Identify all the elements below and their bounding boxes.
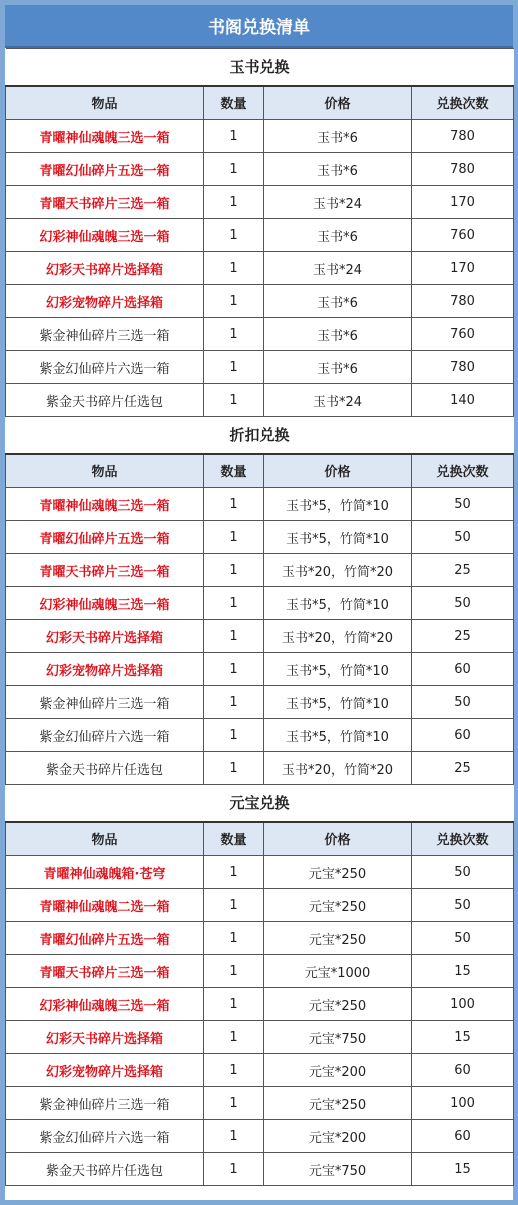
quantity-cell: 1 (204, 587, 264, 620)
item-name-cell: 青曜幻仙碎片五选一箱 (6, 922, 204, 955)
exchange-times-cell: 50 (412, 922, 514, 955)
exchange-times-cell: 15 (412, 955, 514, 988)
exchange-times-cell: 50 (412, 488, 514, 521)
price-cell: 玉书*20，竹简*20 (264, 752, 412, 785)
exchange-times-cell: 50 (412, 686, 514, 719)
section-title: 折扣兑换 (6, 417, 514, 454)
exchange-times-cell: 60 (412, 653, 514, 686)
table-row (6, 620, 514, 653)
exchange-times-cell: 780 (412, 120, 514, 153)
item-name-cell: 幻彩天书碎片选择箱 (6, 1021, 204, 1054)
table-row (6, 384, 514, 417)
item-name-cell: 幻彩天书碎片选择箱 (6, 252, 204, 285)
exchange-times-cell: 50 (412, 521, 514, 554)
item-name-cell: 紫金天书碎片任选包 (6, 1153, 204, 1186)
exchange-times-cell: 170 (412, 252, 514, 285)
table-row (6, 889, 514, 922)
table-row (6, 922, 514, 955)
item-name-cell: 紫金天书碎片任选包 (6, 752, 204, 785)
table-row (6, 1054, 514, 1087)
table-row (6, 955, 514, 988)
quantity-cell: 1 (204, 856, 264, 889)
table-row (6, 1153, 514, 1186)
quantity-cell: 1 (204, 955, 264, 988)
table-row (6, 1021, 514, 1054)
exchange-times-cell: 25 (412, 752, 514, 785)
exchange-times-cell: 780 (412, 153, 514, 186)
price-cell: 玉书*5，竹简*10 (264, 653, 412, 686)
price-cell: 玉书*6 (264, 351, 412, 384)
column-header-item: 物品 (6, 86, 204, 120)
price-cell: 玉书*20，竹简*20 (264, 620, 412, 653)
quantity-cell: 1 (204, 719, 264, 752)
quantity-cell: 1 (204, 1054, 264, 1087)
price-cell: 元宝*250 (264, 889, 412, 922)
price-cell: 元宝*250 (264, 988, 412, 1021)
item-name-cell: 幻彩神仙魂魄三选一箱 (6, 988, 204, 1021)
quantity-cell: 1 (204, 1021, 264, 1054)
price-cell: 玉书*6 (264, 285, 412, 318)
price-cell: 玉书*6 (264, 120, 412, 153)
table-row (6, 252, 514, 285)
quantity-cell: 1 (204, 1153, 264, 1186)
price-cell: 玉书*24 (264, 186, 412, 219)
price-cell: 元宝*250 (264, 1087, 412, 1120)
item-name-cell: 幻彩宠物碎片选择箱 (6, 285, 204, 318)
table-row (6, 219, 514, 252)
item-name-cell: 紫金幻仙碎片六选一箱 (6, 719, 204, 752)
item-name-cell: 紫金神仙碎片三选一箱 (6, 318, 204, 351)
item-name-cell: 幻彩神仙魂魄三选一箱 (6, 219, 204, 252)
table-row (6, 521, 514, 554)
quantity-cell: 1 (204, 988, 264, 1021)
table-row (6, 120, 514, 153)
section-title: 玉书兑换 (6, 49, 514, 86)
exchange-times-cell: 60 (412, 1054, 514, 1087)
table-header-row (6, 822, 514, 856)
exchange-times-cell: 100 (412, 1087, 514, 1120)
quantity-cell: 1 (204, 653, 264, 686)
item-name-cell: 幻彩宠物碎片选择箱 (6, 653, 204, 686)
quantity-cell: 1 (204, 120, 264, 153)
quantity-cell: 1 (204, 521, 264, 554)
exchange-table-body (6, 49, 514, 1186)
quantity-cell: 1 (204, 554, 264, 587)
section-title-row (6, 785, 514, 822)
quantity-cell: 1 (204, 153, 264, 186)
table-row (6, 318, 514, 351)
table-row (6, 488, 514, 521)
exchange-times-cell: 60 (412, 1120, 514, 1153)
column-header-qty: 数量 (204, 86, 264, 120)
price-cell: 玉书*5，竹简*10 (264, 719, 412, 752)
item-name-cell: 青曜幻仙碎片五选一箱 (6, 521, 204, 554)
table-header-row (6, 454, 514, 488)
price-cell: 玉书*6 (264, 219, 412, 252)
quantity-cell: 1 (204, 488, 264, 521)
table-row (6, 554, 514, 587)
exchange-times-cell: 25 (412, 554, 514, 587)
item-name-cell: 紫金幻仙碎片六选一箱 (6, 1120, 204, 1153)
quantity-cell: 1 (204, 252, 264, 285)
table-row (6, 186, 514, 219)
table-row (6, 1087, 514, 1120)
item-name-cell: 青曜天书碎片三选一箱 (6, 955, 204, 988)
column-header-qty: 数量 (204, 454, 264, 488)
price-cell: 玉书*6 (264, 153, 412, 186)
table-row (6, 351, 514, 384)
quantity-cell: 1 (204, 752, 264, 785)
item-name-cell: 紫金神仙碎片三选一箱 (6, 1087, 204, 1120)
item-name-cell: 青曜神仙魂魄三选一箱 (6, 120, 204, 153)
table-header-row (6, 86, 514, 120)
exchange-times-cell: 140 (412, 384, 514, 417)
table-row (6, 587, 514, 620)
column-header-times: 兑换次数 (412, 454, 514, 488)
exchange-table (5, 48, 514, 1186)
table-row (6, 285, 514, 318)
table-row (6, 686, 514, 719)
item-name-cell: 青曜神仙魂魄二选一箱 (6, 889, 204, 922)
price-cell: 元宝*200 (264, 1120, 412, 1153)
quantity-cell: 1 (204, 384, 264, 417)
quantity-cell: 1 (204, 620, 264, 653)
exchange-times-cell: 100 (412, 988, 514, 1021)
item-name-cell: 幻彩天书碎片选择箱 (6, 620, 204, 653)
exchange-times-cell: 760 (412, 219, 514, 252)
section-title-row (6, 417, 514, 454)
table-row (6, 752, 514, 785)
price-cell: 元宝*250 (264, 856, 412, 889)
quantity-cell: 1 (204, 889, 264, 922)
item-name-cell: 青曜幻仙碎片五选一箱 (6, 153, 204, 186)
table-row (6, 1120, 514, 1153)
price-cell: 玉书*24 (264, 384, 412, 417)
exchange-times-cell: 760 (412, 318, 514, 351)
price-cell: 玉书*5，竹简*10 (264, 488, 412, 521)
quantity-cell: 1 (204, 318, 264, 351)
quantity-cell: 1 (204, 351, 264, 384)
price-cell: 玉书*20，竹简*20 (264, 554, 412, 587)
item-name-cell: 紫金天书碎片任选包 (6, 384, 204, 417)
exchange-times-cell: 50 (412, 889, 514, 922)
item-name-cell: 幻彩神仙魂魄三选一箱 (6, 587, 204, 620)
table-row (6, 856, 514, 889)
exchange-times-cell: 15 (412, 1021, 514, 1054)
price-cell: 元宝*200 (264, 1054, 412, 1087)
item-name-cell: 青曜天书碎片三选一箱 (6, 554, 204, 587)
item-name-cell: 幻彩宠物碎片选择箱 (6, 1054, 204, 1087)
exchange-times-cell: 50 (412, 587, 514, 620)
item-name-cell: 紫金神仙碎片三选一箱 (6, 686, 204, 719)
item-name-cell: 青曜神仙魂魄箱·苍穹 (6, 856, 204, 889)
quantity-cell: 1 (204, 1120, 264, 1153)
quantity-cell: 1 (204, 285, 264, 318)
exchange-times-cell: 15 (412, 1153, 514, 1186)
price-cell: 玉书*24 (264, 252, 412, 285)
table-row (6, 653, 514, 686)
exchange-times-cell: 60 (412, 719, 514, 752)
quantity-cell: 1 (204, 1087, 264, 1120)
section-title: 元宝兑换 (6, 785, 514, 822)
exchange-times-cell: 50 (412, 856, 514, 889)
quantity-cell: 1 (204, 686, 264, 719)
column-header-price: 价格 (264, 86, 412, 120)
item-name-cell: 青曜神仙魂魄三选一箱 (6, 488, 204, 521)
price-cell: 玉书*5，竹简*10 (264, 521, 412, 554)
table-row (6, 153, 514, 186)
column-header-price: 价格 (264, 822, 412, 856)
price-cell: 玉书*5，竹简*10 (264, 686, 412, 719)
page-title: 书阁兑换清单 (5, 5, 513, 48)
quantity-cell: 1 (204, 186, 264, 219)
column-header-price: 价格 (264, 454, 412, 488)
price-cell: 元宝*250 (264, 922, 412, 955)
price-cell: 元宝*1000 (264, 955, 412, 988)
column-header-times: 兑换次数 (412, 822, 514, 856)
section-title-row (6, 49, 514, 86)
price-cell: 元宝*750 (264, 1153, 412, 1186)
column-header-qty: 数量 (204, 822, 264, 856)
exchange-times-cell: 780 (412, 285, 514, 318)
column-header-item: 物品 (6, 454, 204, 488)
item-name-cell: 青曜天书碎片三选一箱 (6, 186, 204, 219)
exchange-times-cell: 170 (412, 186, 514, 219)
table-row (6, 719, 514, 752)
column-header-item: 物品 (6, 822, 204, 856)
column-header-times: 兑换次数 (412, 86, 514, 120)
price-cell: 玉书*6 (264, 318, 412, 351)
exchange-times-cell: 780 (412, 351, 514, 384)
price-cell: 玉书*5，竹简*10 (264, 587, 412, 620)
quantity-cell: 1 (204, 219, 264, 252)
exchange-times-cell: 25 (412, 620, 514, 653)
price-cell: 元宝*750 (264, 1021, 412, 1054)
table-row (6, 988, 514, 1021)
quantity-cell: 1 (204, 922, 264, 955)
item-name-cell: 紫金幻仙碎片六选一箱 (6, 351, 204, 384)
